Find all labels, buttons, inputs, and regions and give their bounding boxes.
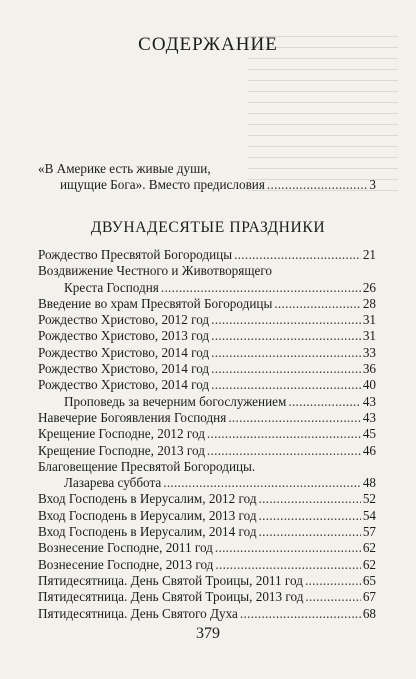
toc-page: 65 xyxy=(362,572,376,588)
toc-page: 36 xyxy=(362,361,376,377)
toc-entry xyxy=(38,263,376,279)
toc-page: 57 xyxy=(362,524,376,540)
dot-leader xyxy=(211,361,361,377)
toc-text: Воздвижение Честного и Животворящего xyxy=(38,263,273,279)
toc-text: Крещение Господне, 2013 год xyxy=(38,442,205,458)
dot-leader xyxy=(211,377,361,393)
toc-page: 31 xyxy=(362,312,376,328)
dot-leader xyxy=(207,443,361,459)
toc-text: Рождество Христово, 2014 год xyxy=(38,361,210,377)
dot-leader xyxy=(228,410,361,426)
toc-page: 21 xyxy=(362,247,376,262)
toc-text: «В Америке есть живые души, xyxy=(38,161,211,176)
toc-text: Благовещение Пресвятой Богородицы. xyxy=(38,458,256,474)
dot-leader xyxy=(234,247,361,263)
dot-leader xyxy=(259,491,361,507)
toc-text: Пятидесятница. День Святого Духа xyxy=(38,605,238,621)
toc-text: Проповедь за вечерним богослужением xyxy=(64,393,287,409)
toc-page: 26 xyxy=(362,279,376,295)
toc-text: Рождество Христово, 2013 год xyxy=(38,328,210,344)
toc-page: 43 xyxy=(362,393,376,409)
toc-page: 62 xyxy=(362,540,376,556)
toc-entry xyxy=(38,345,376,361)
toc-text: Рождество Христово, 2014 год xyxy=(38,377,210,393)
toc-entry xyxy=(38,491,376,507)
toc-entry xyxy=(38,524,376,540)
dot-leader xyxy=(163,475,361,491)
page-title: СОДЕРЖАНИЕ xyxy=(138,34,278,55)
dot-leader xyxy=(161,280,361,296)
toc-page: 54 xyxy=(362,507,376,523)
dot-leader xyxy=(305,589,360,605)
toc-line xyxy=(38,161,376,177)
toc-entry xyxy=(38,606,376,622)
toc-entry xyxy=(38,540,376,556)
toc-text: Креста Господня xyxy=(64,279,159,295)
toc-text: Вход Господень в Иерусалим, 2014 год xyxy=(38,524,257,540)
toc-entry xyxy=(38,361,376,377)
toc-entry xyxy=(38,296,376,312)
dot-leader xyxy=(211,345,361,361)
toc-entry xyxy=(38,328,376,344)
page-number: 379 xyxy=(196,625,220,642)
toc-entry xyxy=(38,443,376,459)
dot-leader xyxy=(211,312,361,328)
dot-leader xyxy=(274,296,361,312)
dot-leader xyxy=(215,540,361,556)
toc-text: Лазарева суббота xyxy=(64,475,162,491)
dot-leader xyxy=(288,394,360,410)
dot-leader xyxy=(211,328,361,344)
toc-page: 31 xyxy=(362,328,376,344)
toc-entry xyxy=(38,410,376,426)
toc-page: 48 xyxy=(362,475,376,491)
toc-page: 68 xyxy=(362,605,376,621)
toc-text: Пятидесятница. День Святой Троицы, 2011 год xyxy=(38,572,303,588)
toc-text: Вход Господень в Иерусалим, 2013 год xyxy=(38,507,257,523)
toc-page: 46 xyxy=(362,442,376,458)
toc-entry xyxy=(38,247,376,263)
toc-text: Навечерие Богоявления Господня xyxy=(38,409,227,425)
toc-entry xyxy=(38,280,376,296)
toc-entry xyxy=(38,589,376,605)
toc-text: Пятидесятница. День Святой Троицы, 2013 год xyxy=(38,589,304,605)
toc-entry xyxy=(38,573,376,589)
toc-page: 62 xyxy=(362,556,376,572)
toc-list xyxy=(38,247,376,622)
toc-text: Вознесение Господне, 2011 год xyxy=(38,540,213,556)
toc-entry xyxy=(38,475,376,491)
dot-leader xyxy=(207,426,361,442)
toc-entry xyxy=(38,312,376,328)
toc-text: Вознесение Господне, 2013 год xyxy=(38,556,214,572)
toc-text: Крещение Господне, 2012 год xyxy=(38,426,205,442)
dot-leader xyxy=(267,177,367,193)
toc-line xyxy=(38,177,376,193)
toc-page: 52 xyxy=(362,491,376,507)
toc-page: 3 xyxy=(369,177,376,193)
preface-entry xyxy=(38,161,376,194)
toc-text: Рождество Христово, 2012 год xyxy=(38,312,210,328)
toc-entry xyxy=(38,557,376,573)
toc-text: Рождество Христово, 2014 год xyxy=(38,344,210,360)
toc-text: Введение во храм Пресвятой Богородицы xyxy=(38,295,273,311)
dot-leader xyxy=(240,606,361,622)
toc-entry xyxy=(38,377,376,393)
toc-text: ищущие Бога». Вместо предисловия xyxy=(60,177,265,193)
section-title: ДВУНАДЕСЯТЫЕ ПРАЗДНИКИ xyxy=(90,219,326,236)
toc-page: 43 xyxy=(362,409,376,425)
toc-entry xyxy=(38,394,376,410)
toc-text: Рождество Пресвятой Богородицы xyxy=(38,247,233,262)
dot-leader xyxy=(259,508,361,524)
toc-page: 40 xyxy=(362,377,376,393)
dot-leader xyxy=(305,573,361,589)
toc-entry xyxy=(38,426,376,442)
toc-page: 33 xyxy=(362,344,376,360)
toc-entry xyxy=(38,459,376,475)
toc-page: 28 xyxy=(362,295,376,311)
dot-leader xyxy=(215,557,360,573)
dot-leader xyxy=(259,524,361,540)
toc-page: 67 xyxy=(362,589,376,605)
toc-entry xyxy=(38,508,376,524)
toc-text: Вход Господень в Иерусалим, 2012 год xyxy=(38,491,257,507)
toc-page: 45 xyxy=(362,426,376,442)
